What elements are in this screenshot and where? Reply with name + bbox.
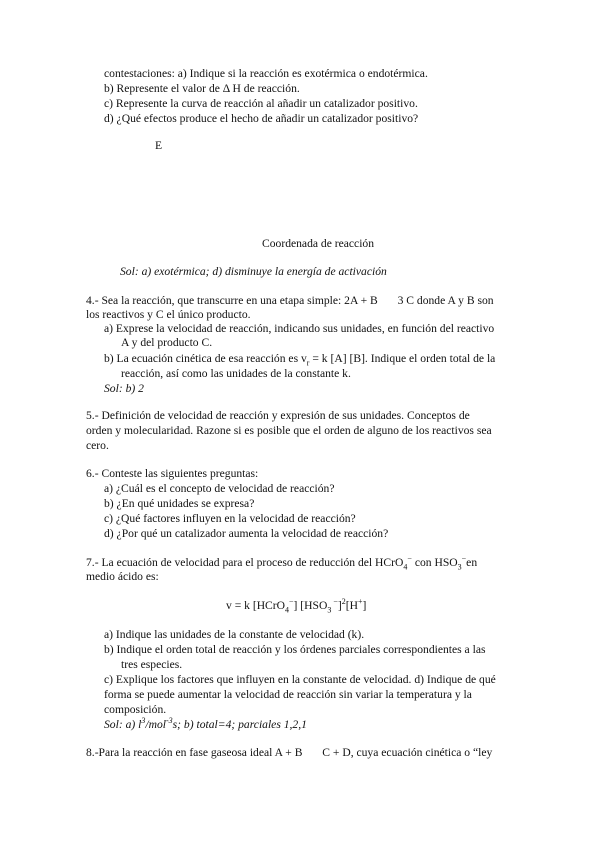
- q7-sol-sup2: -3: [165, 716, 173, 726]
- q4-line-1: [86, 294, 494, 308]
- q7-l1-part2: con HSO: [411, 556, 458, 569]
- q4-a-line-2: A y del producto C.: [121, 336, 213, 349]
- q7-c-line-3: composición.: [104, 703, 167, 716]
- q7-sol-part2: /mol: [145, 718, 166, 731]
- q4-b-part1: b) La ecuación cinética de esa reacción es v: [104, 352, 307, 365]
- q4-b-part2: = k [A] [B]. Indique el orden total de la: [309, 352, 496, 365]
- eq-part2: ] [HSO: [293, 599, 328, 612]
- q7-l1-sup2: −: [461, 554, 467, 564]
- eq-sub2: 3: [327, 605, 332, 615]
- q6-title: 6.- Conteste las siguientes preguntas:: [86, 467, 259, 480]
- q7-sol-part1: Sol: a) l: [104, 718, 142, 731]
- eq-sup1: −: [289, 597, 294, 607]
- energy-axis-label: E: [155, 139, 163, 152]
- eq-part5: ]: [362, 599, 367, 612]
- q3-solution: Sol: a) exotérmica; d) disminuye la energía de activación: [120, 265, 387, 278]
- q4-b-sub: r: [306, 358, 310, 368]
- q4-solution: Sol: b) 2: [104, 382, 144, 395]
- q4-line-2: los reactivos y C el único producto.: [86, 308, 251, 321]
- q3-line-a: contestaciones: a) Indique si la reacción es exotérmica o endotérmica.: [104, 67, 428, 80]
- q3-line-d: d) ¿Qué efectos produce el hecho de añadir un catalizador positivo?: [104, 112, 419, 125]
- q6-b: b) ¿En qué unidades se expresa?: [104, 497, 255, 510]
- q4-b-line-1: [104, 352, 495, 366]
- q5-line-2: orden y molecularidad. Razone si es posible que el orden de alguno de los reactivos sea: [86, 424, 492, 437]
- q3-line-b: b) Represente el valor de Δ H de reacción.: [104, 82, 300, 95]
- q7-c-line-1: c) Explique los factores que influyen en la constante de velocidad. d) Indique de qué: [104, 673, 496, 686]
- q7-line-2: medio ácido es:: [86, 570, 159, 583]
- q7-l1-sup1: −: [407, 554, 412, 564]
- q7-l1-part3: en: [466, 556, 478, 569]
- q5-line-3: cero.: [86, 439, 109, 452]
- eq-sup4: +: [358, 597, 363, 607]
- q8-line1-part2: C + D, cuya ecuación cinética o “ley: [322, 746, 493, 759]
- q8-line-1: [86, 746, 492, 760]
- q7-a: a) Indique las unidades de la constante de velocidad (k).: [104, 628, 365, 641]
- reaction-coordinate-label: Coordenada de reacción: [262, 237, 375, 250]
- q4-line1-part1: 4.- Sea la reacción, que transcurre en una etapa simple: 2A + B: [86, 294, 378, 307]
- q3-line-c: c) Represente la curva de reacción al añadir un catalizador positivo.: [104, 97, 418, 110]
- q5-line-1: 5.- Definición de velocidad de reacción y expresión de sus unidades. Conceptos de: [86, 409, 470, 422]
- eq-sup3: 2: [341, 597, 346, 607]
- q7-b-line-2: tres especies.: [121, 658, 183, 671]
- q4-line1-part2: 3 C donde A y B son: [397, 294, 494, 307]
- q7-c-line-2: forma se puede aumentar la velocidad de reacción sin variar la temperatura y la: [104, 688, 472, 701]
- q7-line-1: [86, 556, 477, 570]
- q8-line1-part1: 8.-Para la reacción en fase gaseosa ideal A + B: [86, 746, 303, 759]
- q7-l1-sub2: 3: [457, 562, 462, 572]
- q7-solution: [104, 718, 307, 732]
- q4-a-line-1: a) Exprese la velocidad de reacción, indicando sus unidades, en función del reactivo: [104, 322, 495, 335]
- eq-sup2: −: [331, 597, 338, 607]
- q7-l1-part1: 7.- La ecuación de velocidad para el proceso de reducción del HCrO: [86, 556, 404, 569]
- q7-sol-sup1: 3: [141, 716, 146, 726]
- q7-sol-part3: s; b) total=4; parciales 1,2,1: [172, 718, 307, 731]
- rate-equation: [226, 599, 366, 613]
- eq-part3: ]: [337, 599, 342, 612]
- q6-d: d) ¿Por qué un catalizador aumenta la velocidad de reacción?: [104, 527, 389, 540]
- eq-part1: v = k [HCrO: [226, 599, 286, 612]
- q4-b-line-2: reacción, así como las unidades de la constante k.: [121, 367, 351, 380]
- q6-c: c) ¿Qué factores influyen en la velocidad de reacción?: [104, 512, 356, 525]
- q7-b-line-1: b) Indique el orden total de reacción y los órdenes parciales correspondientes a las: [104, 643, 486, 656]
- eq-sub1: 4: [285, 605, 290, 615]
- eq-part4: [H: [345, 599, 358, 612]
- q6-a: a) ¿Cuál es el concepto de velocidad de reacción?: [104, 482, 335, 495]
- q7-l1-sub1: 4: [403, 562, 408, 572]
